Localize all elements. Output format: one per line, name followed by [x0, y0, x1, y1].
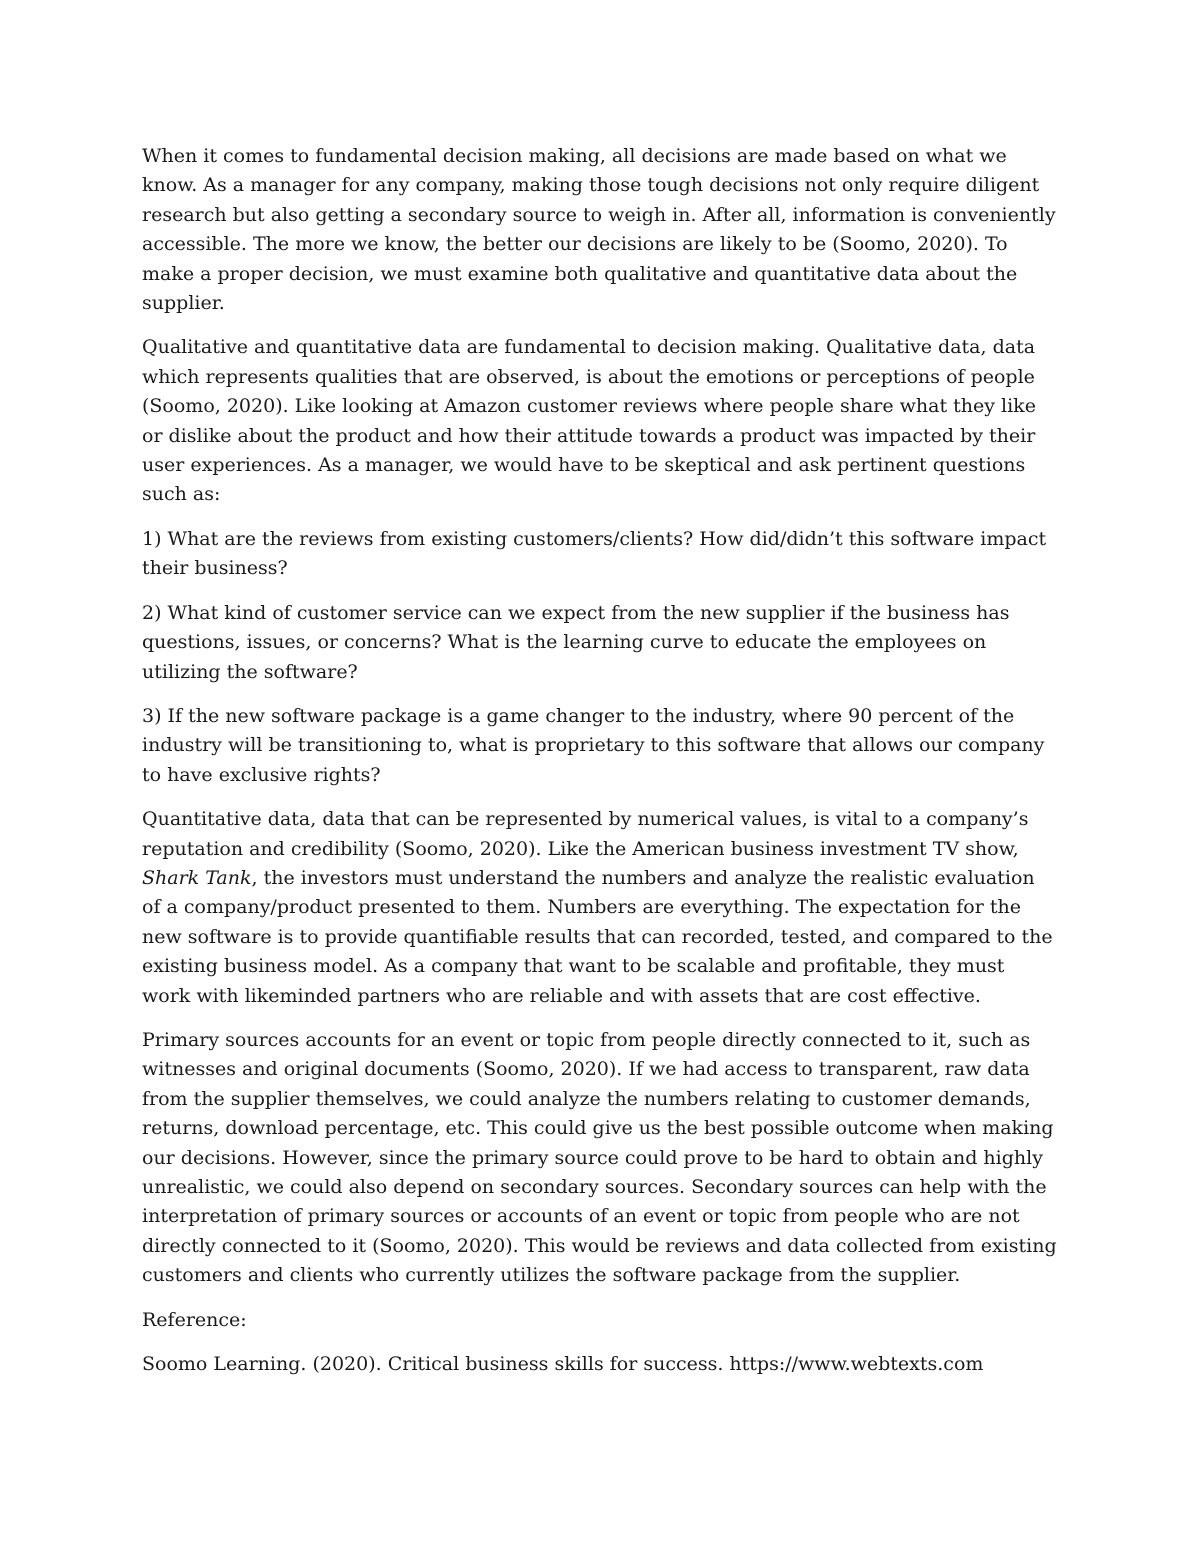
question-1: 1) What are the reviews from existing customers/clients? How did/didn’t this software impact their business?: [142, 527, 1047, 580]
document-body: [142, 142, 1058, 1394]
reference-entry: Soomo Learning. (2020). Critical business skills for success. https://www.webtexts.com: [142, 1353, 984, 1376]
quantitative-paragraph: [142, 805, 1058, 1011]
question-3: 3) If the new software package is a game changer to the industry, where 90 percent of the industry will be transitioning to, what is proprietary to this software that allows our company to have exclusive rights?: [142, 704, 1045, 786]
show-title: Shark Tank: [142, 866, 252, 889]
quantitative-text-start: Quantitative data, data that can be represented by numerical values, is vital to a company’s reputation and credibility (Soomo, 2020). Like the American business investment TV show,: [142, 808, 1029, 860]
reference-heading: Reference:: [142, 1308, 247, 1331]
quantitative-text-end: , the investors must understand the numbers and analyze the realistic evaluation of a company/product presented to them. Numbers are everything. The expectation for the new software is to provide quantifiable results that can recorded, tested, and compared to the existing business model. As a company that want to be scalable and profitable, they must work with likeminded partners who are reliable and with assets that are cost effective.: [142, 866, 1053, 1007]
question-2: 2) What kind of customer service can we expect from the new supplier if the business has questions, issues, or concerns? What is the learning curve to educate the employees on utilizing the software?: [142, 601, 1010, 683]
intro-paragraph: When it comes to fundamental decision making, all decisions are made based on what we know. As a manager for any company, making those tough decisions not only require diligent research but also getting a secondary source to weigh in. After all, information is conveniently accessible. The more we know, the better our decisions are likely to be (Soomo, 2020). To make a proper decision, we must examine both qualitative and quantitative data about the supplier.: [142, 145, 1056, 315]
qualitative-paragraph: Qualitative and quantitative data are fundamental to decision making. Qualitative data, data which represents qualities that are observed, is about the emotions or perceptions of people (Soomo, 2020). Like looking at Amazon customer reviews where people share what they like or dislike about the product and how their attitude towards a product was impacted by their user experiences. As a manager, we would have to be skeptical and ask pertinent questions such as:: [142, 336, 1036, 506]
sources-paragraph: Primary sources accounts for an event or topic from people directly connected to it, such as witnesses and original documents (Soomo, 2020). If we had access to transparent, raw data from the supplier themselves, we could analyze the numbers relating to customer demands, returns, download percentage, etc. This could give us the best possible outcome when making our decisions. However, since the primary source could prove to be hard to obtain and highly unrealistic, we could also depend on secondary sources. Secondary sources can help with the interpretation of primary sources or accounts of an event or topic from people who are not directly connected to it (Soomo, 2020). This would be reviews and data collected from existing customers and clients who currently utilizes the software package from the supplier.: [142, 1028, 1057, 1287]
